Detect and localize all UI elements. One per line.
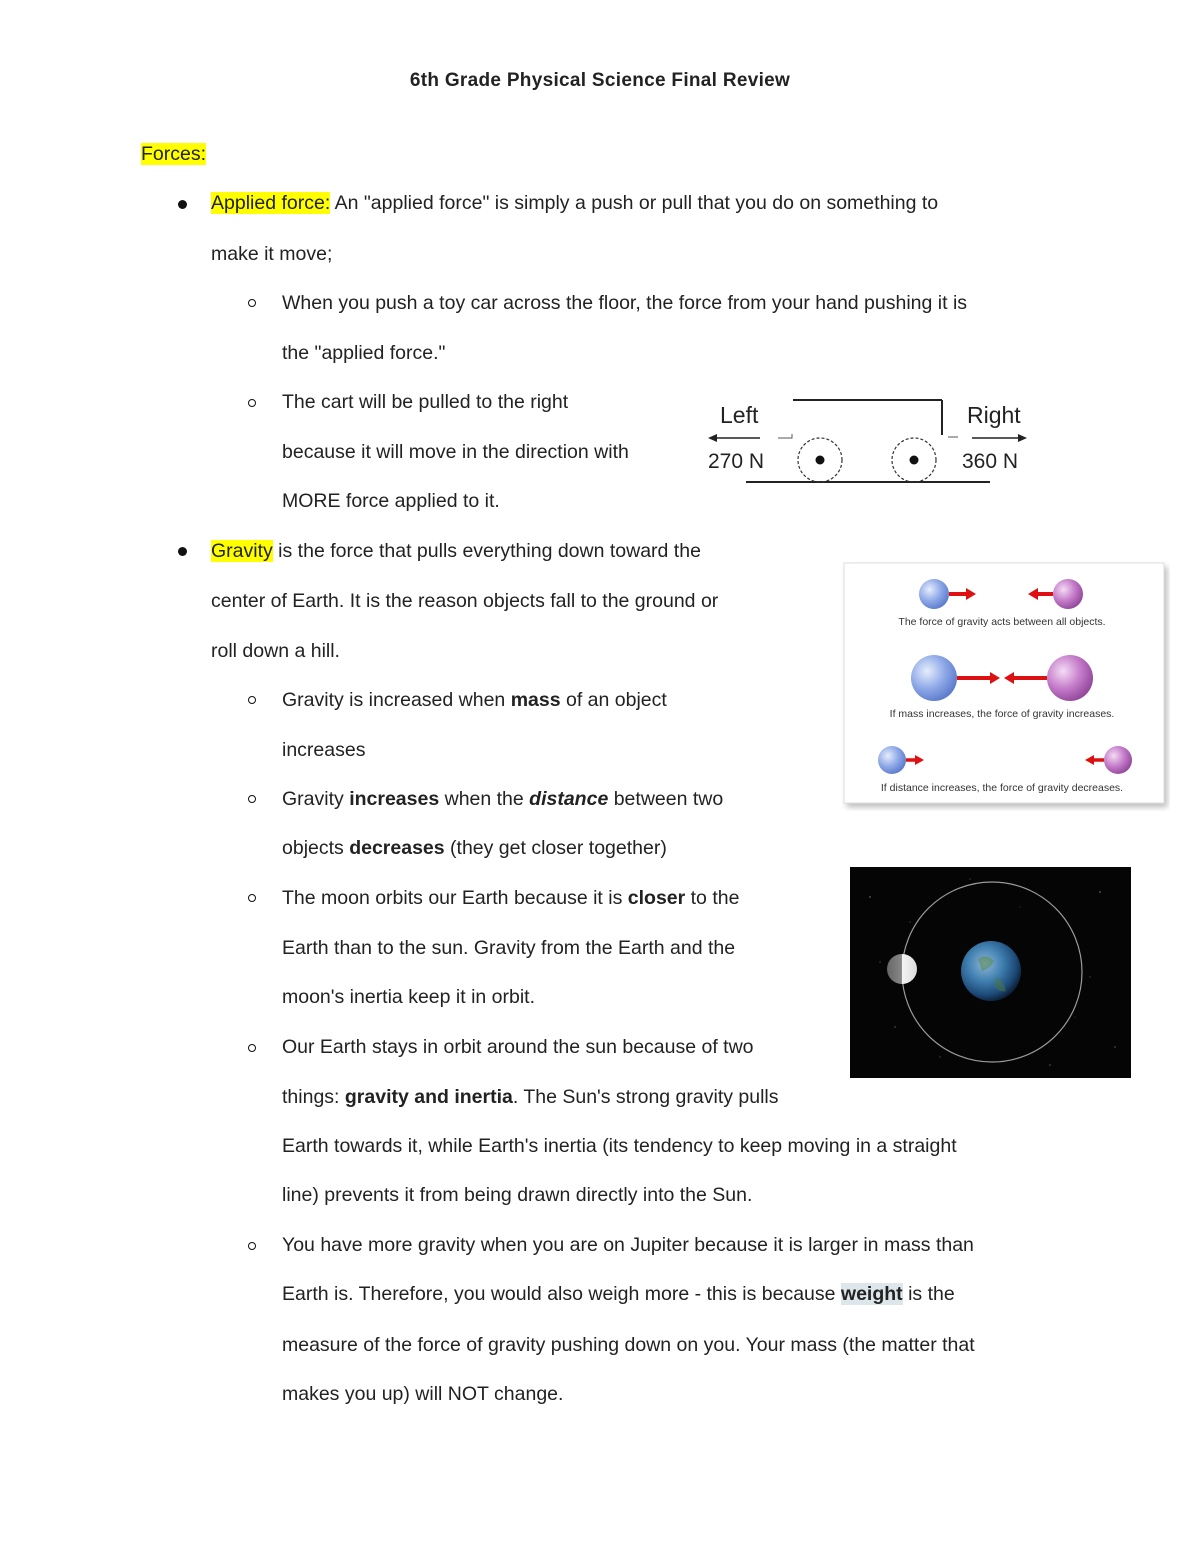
caption-2: If mass increases, the force of gravity increases. xyxy=(889,708,1115,720)
large-mass-sphere xyxy=(1047,655,1093,701)
left-force-value: 270 N xyxy=(708,450,765,473)
bullet-marker xyxy=(178,547,187,556)
left-label: Left xyxy=(720,402,759,428)
cart-line3: MORE force applied to it. xyxy=(282,490,500,512)
distance-line1: Gravity increases when the distance between two xyxy=(282,788,724,810)
caption-1: The force of gravity acts between all objects. xyxy=(898,616,1106,628)
applied-force-line1 xyxy=(211,189,938,217)
mass-line1: Gravity is increased when mass of an object xyxy=(282,689,667,711)
left-arrow-icon xyxy=(708,434,760,442)
gravity-spheres-figure xyxy=(842,561,1170,811)
jupiter-line3: measure of the force of gravity pushing down on you. Your mass (the matter that xyxy=(282,1334,975,1356)
mass-bold: mass xyxy=(510,689,561,711)
caption-3: If distance increases, the force of gravity decreases. xyxy=(880,782,1124,794)
left-wheel xyxy=(798,438,842,482)
right-force-value: 360 N xyxy=(962,450,1019,473)
small-mass-sphere xyxy=(919,579,949,609)
moon-line3: moon's inertia keep it in orbit. xyxy=(282,986,536,1008)
orbit-line1: Our Earth stays in orbit around the sun because of two xyxy=(282,1036,754,1058)
orbit-line4: line) prevents it from being drawn directly into the Sun. xyxy=(282,1184,753,1206)
jupiter-line4: makes you up) will NOT change. xyxy=(282,1383,564,1405)
sub-bullet-marker xyxy=(248,299,256,307)
jupiter-line1: You have more gravity when you are on Jupiter because it is larger in mass than xyxy=(282,1234,974,1256)
gravity-line3: roll down a hill. xyxy=(211,640,340,662)
sub-bullet-marker xyxy=(248,1242,256,1250)
moon-line1: The moon orbits our Earth because it is closer to the xyxy=(282,887,740,909)
right-arrow-icon xyxy=(972,434,1027,442)
distant-sphere xyxy=(878,746,906,774)
distant-sphere xyxy=(1104,746,1132,774)
large-mass-sphere xyxy=(911,655,957,701)
gravity-text: is the force that pulls everything down toward the xyxy=(272,540,701,562)
applied-force-text: An "applied force" is simply a push or pull that you do on something to xyxy=(330,192,939,214)
distance-line2: objects decreases (they get closer together) xyxy=(282,837,667,859)
sub-bullet-marker xyxy=(248,696,256,704)
document-title: 6th Grade Physical Science Final Review xyxy=(409,70,791,91)
cart-line2: because it will move in the direction with xyxy=(282,441,629,463)
sub-bullet-marker xyxy=(248,399,256,407)
mass-line2: increases xyxy=(282,739,366,761)
toy-car-line2: the "applied force." xyxy=(282,342,446,364)
small-mass-sphere xyxy=(1053,579,1083,609)
weight-highlight: weight xyxy=(840,1283,903,1305)
cart-force-diagram xyxy=(700,390,1040,490)
earth-moon-orbit-image xyxy=(850,867,1131,1078)
moon-line2: Earth than to the sun. Gravity from the Earth and the xyxy=(282,937,736,959)
toy-car-line1: When you push a toy car across the floor, the force from your hand pushing it is xyxy=(282,292,968,314)
distance-bold: distance xyxy=(529,788,609,810)
sub-bullet-marker xyxy=(248,1044,256,1052)
applied-force-term: Applied force: xyxy=(211,192,331,214)
moon xyxy=(887,954,917,984)
section-heading xyxy=(141,140,206,168)
forces-heading: Forces: xyxy=(141,143,207,165)
cart-line1: The cart will be pulled to the right xyxy=(282,391,569,413)
orbit-line2: things: gravity and inertia. The Sun's strong gravity pulls xyxy=(282,1086,779,1108)
sub-bullet-marker xyxy=(248,894,256,902)
earth xyxy=(961,941,1021,1001)
sub-bullet-marker xyxy=(248,795,256,803)
gravity-line2: center of Earth. It is the reason objects fall to the ground or xyxy=(211,590,719,612)
applied-force-line2: make it move; xyxy=(211,243,333,265)
right-label: Right xyxy=(967,402,1021,428)
gravity-line1 xyxy=(211,537,701,565)
jupiter-line2: Earth is. Therefore, you would also weigh more - this is because weight is the xyxy=(282,1283,955,1305)
bullet-marker xyxy=(178,200,187,209)
orbit-line3: Earth towards it, while Earth's inertia (its tendency to keep moving in a straight xyxy=(282,1135,957,1157)
gravity-term: Gravity xyxy=(211,540,273,562)
right-wheel xyxy=(892,438,936,482)
